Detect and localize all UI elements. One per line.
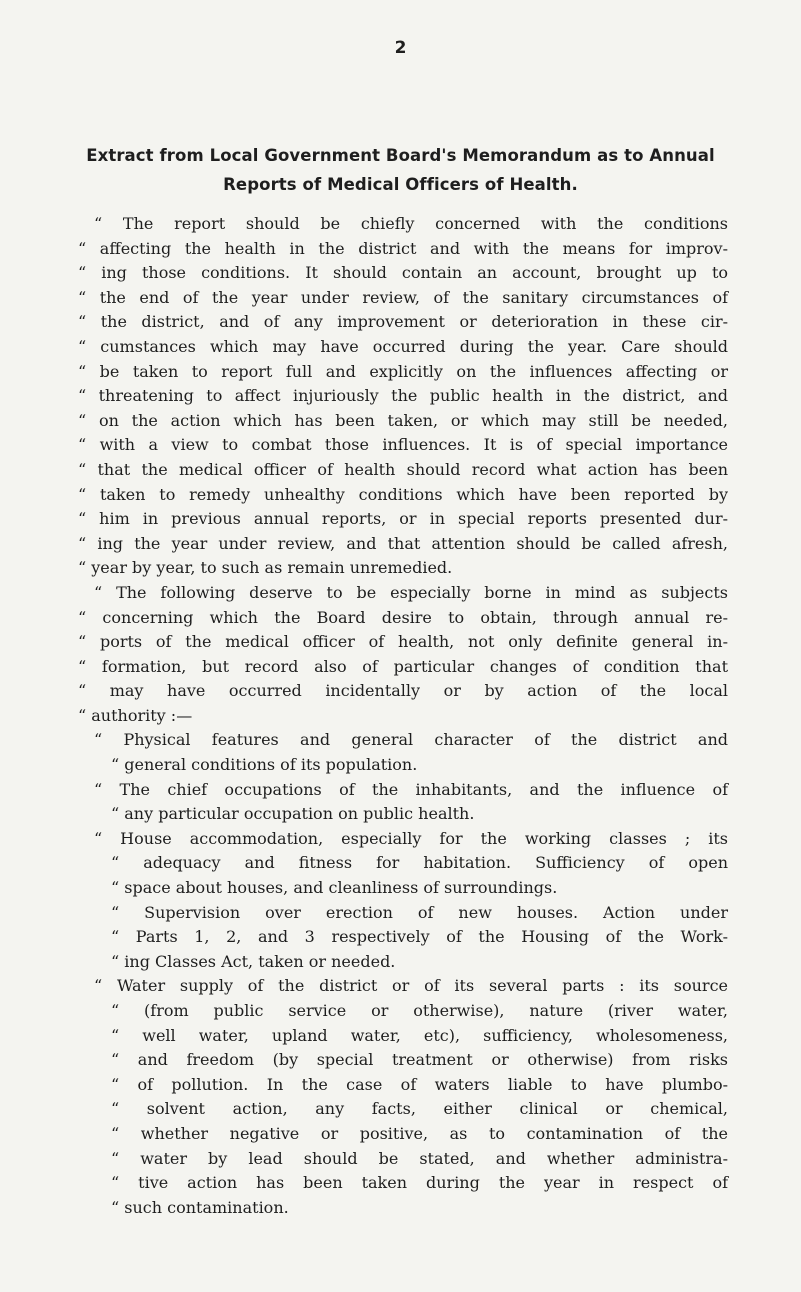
text-line-content: “ affecting the health in the district and with the means for improv- [78, 238, 728, 258]
text-line-content: “ with a view to combat those influences. It is of special importance [78, 435, 728, 455]
text-line-content: “ may have occurred incidentally or by action of the local [78, 681, 728, 701]
text-line-content: “ Water supply of the district or of its several parts : its source [94, 976, 728, 996]
text-line-content: “ whether negative or positive, as to contamination of the [111, 1123, 728, 1143]
text-line [78, 802, 728, 827]
text-line-content: “ threatening to affect injuriously the public health in the district, and [78, 386, 728, 406]
text-line-content: “ ports of the medical officer of health, not only definite general in- [78, 632, 728, 652]
text-line [78, 1122, 728, 1147]
text-line-content: “ solvent action, any facts, either clinical or chemical, [111, 1099, 728, 1119]
memorandum-subtitle: Reports of Medical Officers of Health. [223, 175, 578, 194]
text-line [78, 974, 728, 999]
text-line [78, 556, 728, 581]
text-line-content: “ on the action which has been taken, or which may still be needed, [78, 410, 728, 430]
text-line [78, 433, 728, 458]
text-line-content: “ him in previous annual reports, or in special reports presented dur- [78, 509, 728, 529]
text-line [78, 901, 728, 926]
text-line [78, 704, 728, 729]
text-line-content: “ The chief occupations of the inhabitants, and the influence of [94, 779, 728, 799]
text-line-content: “ general conditions of its population. [111, 755, 418, 775]
text-line-content: “ The report should be chiefly concerned with the conditions [94, 214, 728, 233]
text-line-content: “ space about houses, and cleanliness of surroundings. [111, 878, 558, 898]
text-line [78, 237, 728, 262]
text-line [78, 483, 728, 508]
text-line-content: “ Supervision over erection of new houses. Action under [111, 902, 728, 922]
text-line-content: “ such contamination. [111, 1197, 289, 1217]
text-line [78, 1196, 728, 1221]
text-line-content: “ that the medical officer of health should record what action has been [78, 459, 728, 479]
text-line [78, 1147, 728, 1172]
text-line-content: “ adequacy and fitness for habitation. Sufficiency of open [111, 853, 728, 873]
text-line [78, 679, 728, 704]
text-line-content: “ any particular occupation on public health. [111, 804, 475, 824]
text-line [78, 851, 728, 876]
text-line [78, 458, 728, 483]
memorandum-title: Extract from Local Government Board's Memorandum as to Annual [86, 146, 715, 165]
text-line [78, 1024, 728, 1049]
text-line [78, 1048, 728, 1073]
text-line-content: “ (from public service or otherwise), nature (river water, [111, 1001, 728, 1020]
text-line-content: “ authority :— [78, 705, 193, 725]
memorandum-extract-text [78, 212, 728, 1220]
text-line-content: “ ing the year under review, and that attention should be called afresh, [78, 533, 728, 553]
text-line [78, 507, 728, 532]
text-line-content: “ ing those conditions. It should contain an account, brought up to [78, 263, 728, 283]
text-line-content: “ the district, and of any improvement or deterioration in these cir- [78, 312, 728, 332]
text-line-content: “ ing Classes Act, taken or needed. [111, 951, 396, 971]
text-line [78, 950, 728, 975]
text-line [78, 360, 728, 385]
text-line [78, 1097, 728, 1122]
text-line [78, 581, 728, 606]
text-line [78, 778, 728, 803]
text-line-content: “ formation, but record also of particular changes of condition that [78, 656, 728, 676]
text-line [78, 925, 728, 950]
text-line [78, 286, 728, 311]
text-line-content: “ cumstances which may have occurred during the year. Care should [78, 336, 728, 356]
text-line [78, 606, 728, 631]
text-line [78, 1171, 728, 1196]
text-line-content: “ the end of the year under review, of the sanitary circumstances of [78, 287, 728, 307]
text-line [78, 261, 728, 286]
text-line [78, 409, 728, 434]
text-line-content: “ Physical features and general character of the district and [94, 730, 728, 750]
text-line [78, 827, 728, 852]
text-line [78, 384, 728, 409]
text-line-content: “ House accommodation, especially for the working classes ; its [94, 828, 728, 848]
text-line-content: “ taken to remedy unhealthy conditions which have been reported by [78, 484, 728, 504]
text-line [78, 1073, 728, 1098]
text-line [78, 876, 728, 901]
text-line-content: “ Parts 1, 2, and 3 respectively of the Housing of the Work- [111, 927, 728, 947]
text-line [78, 999, 728, 1024]
page-number: 2 [394, 38, 407, 58]
text-line-content: “ be taken to report full and explicitly on the influences affecting or [78, 361, 728, 381]
text-line [78, 310, 728, 335]
text-line-content: “ tive action has been taken during the year in respect of [111, 1173, 728, 1193]
text-line [78, 655, 728, 680]
text-line [78, 335, 728, 360]
text-line [78, 212, 728, 237]
text-line-content: “ and freedom (by special treatment or otherwise) from risks [111, 1050, 728, 1070]
text-line [78, 532, 728, 557]
text-line-content: “ The following deserve to be especially borne in mind as subjects [94, 582, 728, 602]
text-line-content: “ concerning which the Board desire to obtain, through annual re- [78, 607, 728, 627]
text-line-content: “ well water, upland water, etc), sufficiency, wholesomeness, [111, 1025, 728, 1045]
text-line-content: “ year by year, to such as remain unremedied. [78, 558, 453, 578]
text-line [78, 630, 728, 655]
text-line-content: “ of pollution. In the case of waters liable to have plumbo- [111, 1074, 728, 1094]
text-line [78, 753, 728, 778]
text-line-content: “ water by lead should be stated, and whether administra- [111, 1148, 728, 1168]
text-line [78, 728, 728, 753]
